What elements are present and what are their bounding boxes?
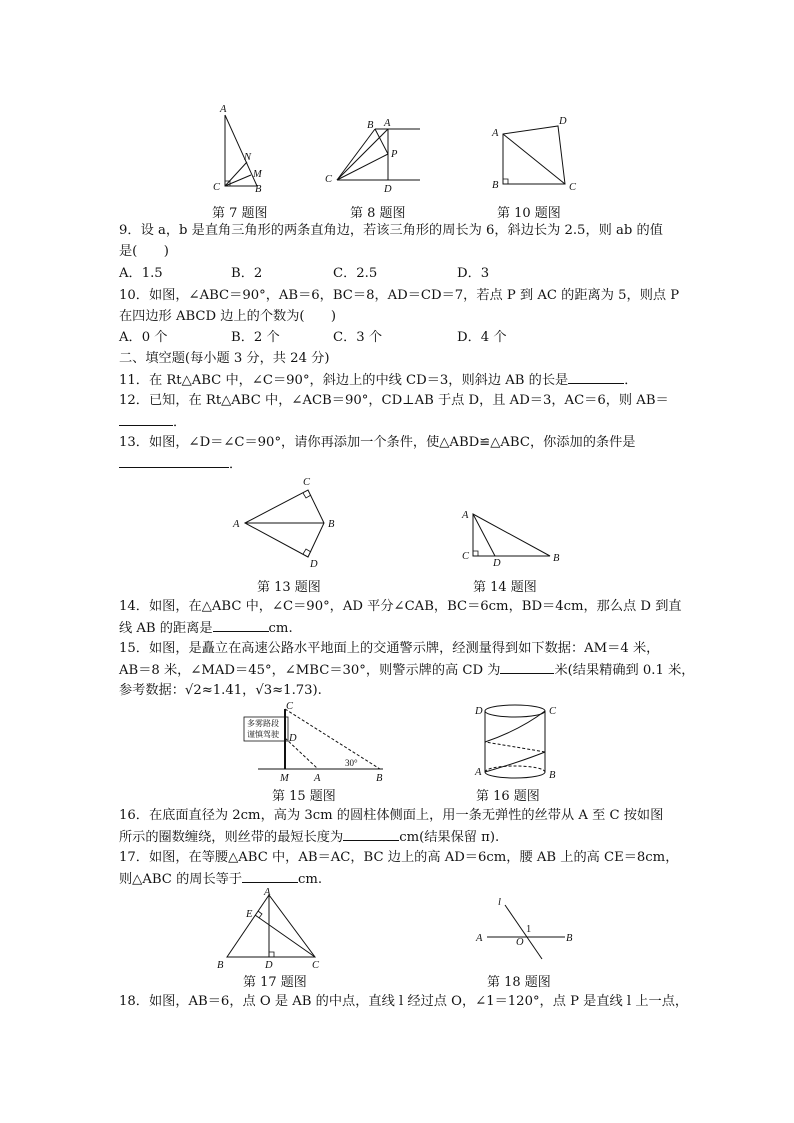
f15-label-c: C	[286, 701, 294, 712]
q16-line2	[119, 827, 499, 848]
section-2-heading: 二、填空题(每小题 3 分，共 24 分)	[119, 351, 330, 366]
figure-8	[320, 112, 430, 200]
q17-answer-blank[interactable]	[242, 869, 298, 883]
q14-line2-post: cm.	[268, 621, 293, 636]
q14-line2-pre: 线 AB 的距离是	[119, 621, 213, 636]
q10-line2: 在四边形 ABCD 边上的个数为( )	[119, 309, 337, 324]
q13-answer-blank[interactable]	[119, 454, 229, 468]
f17-label-c: C	[312, 960, 320, 971]
f16-label-b: B	[549, 770, 556, 781]
f10-label-c: C	[569, 182, 577, 193]
f13-label-d: D	[310, 559, 318, 570]
f15-label-a: A	[314, 773, 321, 784]
f8-label-p: P	[391, 149, 398, 160]
q9-option-b[interactable]: B．2	[231, 266, 263, 281]
f15-label-m: M	[280, 773, 289, 784]
figure-16-caption: 第 16 题图	[476, 789, 540, 804]
q10-option-d[interactable]: D．4 个	[457, 330, 507, 345]
q14-answer-blank[interactable]	[213, 618, 269, 632]
figure-10	[485, 110, 585, 200]
f17-label-d: D	[265, 960, 273, 971]
q17-line2-post: cm.	[298, 872, 323, 887]
f16-label-c: C	[549, 706, 557, 717]
q13-line2	[119, 454, 242, 475]
f14-label-a: A	[462, 510, 469, 521]
q16-line1: 16．在底面直径为 2cm，高为 3cm 的圆柱体侧面上，用一条无弹性的丝带从 A 至 C 按如图	[119, 808, 664, 823]
q16-line2-pre: 所示的圈数缠绕，则丝带的最短长度为	[119, 830, 344, 845]
figure-7	[205, 100, 285, 200]
q14-line1: 14．如图，在△ABC 中，∠C＝90°，AD 平分∠CAB，BC＝6cm，BD＝4cm，那么点 D 到直	[119, 599, 682, 614]
q17-line1: 17．如图，在等腰△ABC 中，AB＝AC，BC 边上的高 AD＝6cm，腰 AB 上的高 CE＝8cm，	[119, 850, 679, 865]
q12-line2	[119, 412, 186, 433]
q15-line3: 参考数据：√2≈1.41，√3≈1.73).	[119, 683, 322, 698]
f13-label-c: C	[303, 477, 311, 488]
f14-label-c: C	[462, 551, 470, 562]
figure-14	[455, 500, 570, 570]
figure-13	[230, 475, 340, 575]
q9-line1: 9．设 a，b 是直角三角形的两条直角边，若该三角形的周长为 6，斜边长为 2.5，则 ab 的值	[119, 223, 663, 238]
q10-option-a[interactable]: A．0 个	[119, 330, 168, 345]
q13-end: ．	[229, 457, 243, 472]
figure-13-caption: 第 13 题图	[257, 580, 321, 595]
f8-label-b: B	[367, 120, 374, 131]
f18-label-b: B	[566, 933, 573, 944]
q15-line2-pre: AB＝8 米，∠MAD＝45°，∠MBC＝30°，则警示牌的高 CD 为	[119, 663, 501, 678]
f14-label-b: B	[553, 553, 560, 564]
f13-label-a: A	[233, 519, 240, 530]
f10-label-a: A	[492, 128, 499, 139]
q9-option-c[interactable]: C．2.5	[333, 266, 378, 281]
q10-option-b[interactable]: B．2 个	[231, 330, 280, 345]
f18-label-o: O	[516, 937, 524, 948]
f10-label-d: D	[559, 116, 567, 127]
figure-18-caption: 第 18 题图	[487, 975, 551, 990]
q14-line2	[119, 618, 293, 639]
f17-label-b: B	[217, 960, 224, 971]
q9-line2: 是( )	[119, 244, 169, 259]
f8-label-d: D	[384, 184, 392, 195]
f8-label-a: A	[384, 118, 391, 129]
q15-answer-blank[interactable]	[500, 660, 554, 674]
f17-label-e: E	[246, 909, 253, 920]
f15-label-d: D	[289, 733, 297, 744]
q15-line2	[119, 660, 694, 681]
q11	[119, 370, 637, 391]
q15-line2-post: 米(结果精确到 0.1 米，	[554, 663, 695, 678]
q18-line1: 18．如图，AB＝6，点 O 是 AB 的中点，直线 l 经过点 O，∠1＝120°，点 P 是直线 l 上一点，	[119, 994, 689, 1009]
f17-label-a: A	[264, 887, 271, 898]
figure-17-caption: 第 17 题图	[243, 975, 307, 990]
f16-label-d: D	[475, 706, 483, 717]
q10-option-c[interactable]: C．3 个	[333, 330, 383, 345]
q9-options	[119, 264, 489, 284]
f7-label-b: B	[255, 184, 262, 195]
f18-label-a: A	[476, 933, 483, 944]
f7-label-c: C	[213, 182, 221, 193]
f15-angle-label: 30°	[345, 758, 358, 768]
f10-label-b: B	[492, 180, 499, 191]
f7-label-n: N	[244, 152, 252, 163]
f13-label-b: B	[328, 519, 335, 530]
figure-14-caption: 第 14 题图	[473, 580, 537, 595]
q11-end: ．	[624, 373, 638, 388]
figure-8-caption: 第 8 题图	[350, 206, 406, 221]
f15-sign-line2: 谨慎驾驶	[247, 730, 279, 739]
f7-label-a: A	[220, 104, 227, 115]
f16-label-a: A	[475, 767, 482, 778]
f7-label-m: M	[253, 169, 262, 180]
figure-18	[470, 895, 585, 965]
q12-end: ．	[173, 415, 187, 430]
f15-sign-line1: 多雾路段	[247, 719, 279, 728]
figure-15-caption: 第 15 题图	[272, 789, 336, 804]
q15-line1: 15．如图，是矗立在高速公路水平地面上的交通警示牌，经测量得到如下数据：AM＝4 米，	[119, 641, 660, 656]
figure-7-caption: 第 7 题图	[212, 206, 268, 221]
f14-label-d: D	[493, 558, 501, 569]
q10-line1: 10．如图，∠ABC＝90°，AB＝6，BC＝8，AD＝CD＝7，若点 P 到 AC 的距离为 5，则点 P	[119, 288, 680, 303]
figure-17	[212, 885, 332, 973]
figure-16	[470, 700, 560, 788]
figure-10-caption: 第 10 题图	[497, 206, 561, 221]
q9-option-d[interactable]: D．3	[457, 266, 490, 281]
figure-15	[238, 703, 388, 787]
q10-options	[119, 328, 507, 348]
q11-answer-blank[interactable]	[568, 370, 624, 384]
q12-answer-blank[interactable]	[119, 412, 173, 426]
q16-line2-post: cm(结果保留 π).	[399, 830, 500, 845]
q12-line1: 12．已知，在 Rt△ABC 中，∠ACB＝90°，CD⊥AB 于点 D，且 AD＝3，AC＝6，则 AB＝	[119, 393, 669, 408]
f18-label-l: l	[498, 897, 501, 908]
f18-label-1: 1	[526, 924, 532, 935]
q17-line2-pre: 则△ABC 的周长等于	[119, 872, 243, 887]
q16-answer-blank[interactable]	[343, 827, 399, 841]
q13-line1: 13．如图，∠D＝∠C＝90°，请你再添加一个条件，使△ABD≌△ABC，你添加的条件是	[119, 435, 636, 450]
f15-label-b: B	[376, 773, 383, 784]
f8-label-c: C	[325, 174, 333, 185]
q11-text: 11．在 Rt△ABC 中，∠C＝90°，斜边上的中线 CD＝3，则斜边 AB 的长是	[119, 373, 569, 388]
q9-option-a[interactable]: A．1.5	[119, 266, 163, 281]
